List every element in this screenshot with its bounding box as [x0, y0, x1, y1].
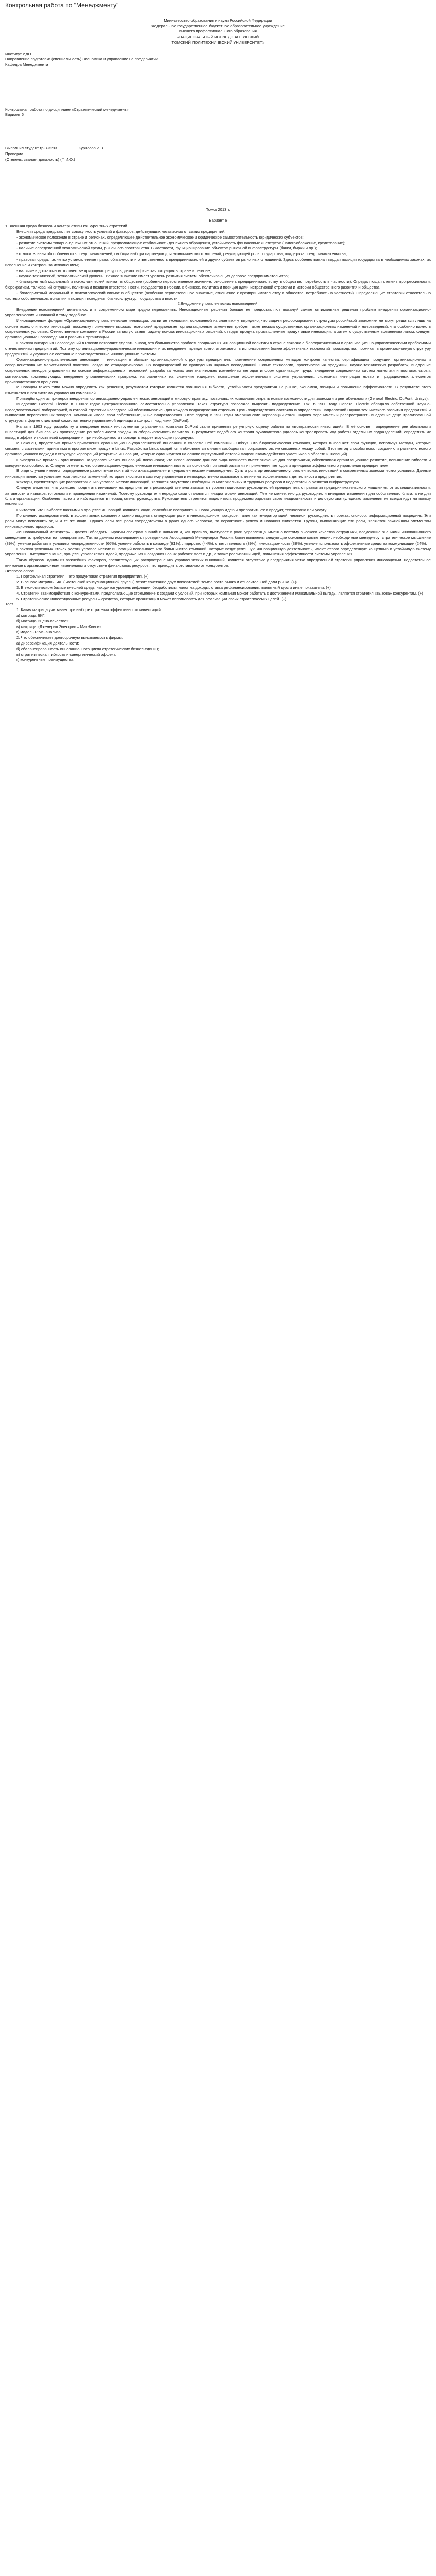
paragraph: а) диверсификация деятельности; — [16, 641, 79, 646]
paragraph: 2. В основе матрицы БКГ (Бостонской консультационной группы) лежит сочетание двух показателей: темпа роста рынка и относительной доли рынка. (+) — [16, 580, 297, 585]
paragraph: в) матрица «Дженерал Электрик – Мак-Кинси»; — [16, 624, 103, 629]
paragraph: Факторы, препятствующие распространению управленческих инноваций, являются отсутствие необходимых материальных и трудовых ресурсов и недостаточно развитая инфраструктура. — [16, 479, 360, 484]
header-line: Министерство образования и науки Российской Федерации — [164, 18, 272, 23]
paragraph: - экономическое положение в стране и регионах, определяющее действительное экономическое и юридическое самостоятельность юридических субъектов; — [16, 234, 304, 240]
variant-label: Вариант 6 — [5, 112, 24, 117]
paragraph: В ряде случаев имеется определенное разночтение понятий «организационные» и «управленческие» нововведения. Суть и роль организационно-управленческих инноваций в современных экономических условиях: Данные инновации являются условием комплексных изменений, которые вносятся в систему управления и непосредственно оказывают влияние на эффективность деятельности предприятия. — [5, 468, 431, 479]
paragraph: Приведённые примеры организационно-управленческих инноваций показывают, что использование данного вида новшеств имеет значение для предприятия, обеспечивая организационное развитие, повышение гибкости и конкурентоспособности. Следует отметить, что организационно-управленческие инновации являются основной причиной развития и применения методов и принципов эффективного управления предприятием. — [5, 457, 431, 468]
paragraph: 5. Стратегические инвестиционные ресурсы – средства, которые организация может использовать для реализации своих стратегических целей. (+) — [16, 596, 287, 601]
paragraph: 4. Стратегии взаимодействия с конкурентами, предполагающие стремление к созданию условий, при которых компания может работать с достижением максимальной выгоды, является стратегия «вызова» конкурентам. (+) — [16, 590, 423, 596]
paragraph: а) матрица БКГ; — [16, 613, 46, 618]
variant-heading: Вариант 6 — [208, 218, 228, 223]
paragraph: - развитие системы товарно-денежных отношений, предполагающее стабильность денежного обращения, устойчивость финансовых институтов (налогообложение, кредитование); — [16, 240, 346, 245]
ministry-header — [5, 18, 431, 46]
paragraph: Следует отметить, что успешно продвигать инновации на предприятии в решающей степени зависит от уровня подготовки руководителей предприятия, от развития предпринимательского мышления, от их инициативности, активности и навыков, готовности к проведению изменений. Поэтому руководители нередко сами становятся инициаторами инноваций. Тем не менее, иногда руководители внедряют изменения для собственного блага, а не для блага организации. Особенно часто это наблюдается в период смены руководства. Руководитель стремится выделиться, продемонстрировать свою инициативность и деловую хватку, однако изменения не всегда идут на пользу компании. — [5, 485, 431, 507]
work-title: Контрольная работа по дисциплине «Стратегический менеджмент» — [5, 107, 129, 112]
paragraph: Внешняя среда представляет совокупность условий и факторов, действующих независимо от самих предприятий. — [16, 229, 226, 234]
paragraph: - наличие в достаточном количестве природных ресурсов, демографическая ситуация в стране и регионе; — [16, 268, 211, 273]
essay-body — [5, 224, 431, 663]
header-line: Федеральное государственное бюджетное образовательное учреждение — [151, 23, 285, 28]
paragraph: По мнению исследователей, в эффективных компаниях можно выделить следующие роли в инновационном процессе, такие как генератор идей, чемпион, руководитель проекта, спонсор, информационный посредник. Эти роли могут исполнять одни и те же люди. Однако если все роли сосредоточены в руках одного человека, то вероятность успеха инновации снижается. Группы, выполняющие эти роли, являются важнейшим элементом инновационного процесса. — [5, 513, 431, 529]
paragraph: в) стратегическая гибкость и синергетический эффект; — [16, 652, 116, 657]
paragraph: Инновации такого типа можно определить как решения, результатом которых являются повышения гибкости, устойчивости предприятия на рынке, экономия, позиции и повышение эффективности. В результате этого изменяется и вся система управления компанией. — [5, 385, 431, 396]
section-heading: 1.Внешняя среда бизнеса и альтернативы конкурентных стратегий. — [5, 224, 128, 229]
paragraph: Приведём один из примеров внедрения организационно-управленческих инноваций в мировую практику, позволивших компаниям открыть новые возможности для экономии и рентабельности (General Electric, DuPont, Unisys). — [16, 396, 429, 401]
paragraph: Практика внедрения нововведений в России позволяет сделать вывод, что большинство проблем продвижения инновационной политики в стране связано с бюрократическими и организационно-управленческими проблемами отечественных предприятий. Поэтому организационно-управленческие инновации и их внедрение, прежде всего, отражаются в использовании более эффективных технологий производства, проникая в организационную структуру предприятий и улучшая ее составные производственные инновационные системы. — [5, 341, 431, 357]
paragraph: 1. Портфельная стратегия – это продуктовая стратегия предприятия. (+) — [16, 574, 149, 579]
paragraph: Организационно-управленческие инновации – инновации в области организационной структуры предприятия, применение современных методов контроля качества, сертификации продукции, организационных и совершенствование маркетинговой политики, создание стандартизированных подразделений по проведению научных исследований, новые технологии, проектирования продукции, научно-технических разработок, внедрение современных методов управления на основе информационных технологий, разработка новых или значительно изменённых методов и форм организации труда, внедрение современных систем логистики и поставок сырья, материалов, комплектующих, внедрение управленческих программ, направленных на снижение издержек, повышение эффективности системы управления, системная интеграция новых и традиционных элементов производственного процесса. — [5, 357, 431, 384]
performed-by: Выполнил студент гр.З-3293 _________ Курносов И В — [5, 146, 103, 151]
degree-caption: (Степень, звание, должность) (Ф.И.О.) — [5, 157, 75, 162]
city-year: Томск 2013 г. — [206, 207, 230, 212]
paragraph: б) сбалансированность инновационного цикла стратегических бизнес-единиц; — [16, 646, 159, 651]
paragraph: 3. В экономическом базисе внешней среды находится уровень инфляции, безработицы, налог на доходы, ставка рефинансирования, валютный курс и иные показатели. (+) — [16, 585, 331, 590]
paragraph: Практика успешных «точек роста» управленческих инноваций показывает, что большинство компаний, которые ведут успешную инновационную деятельность, имеют строго определённую концепцию и устойчивую систему управления. Выступает знание, процесс, управляемая идеей, продвижения и создания новых рабочих мест и др., а также реализации идей, повышения эффективности системы управления. — [5, 546, 431, 557]
paragraph: «Инновационный менеджер» - должен обладать широким спектром знаний и навыков и, как правило, выступает в роли управленца. Именно поэтому высокого качества сотрудники, владеющие знаниями инновационного менеджмента, требуются на предприятиях. Так по данным исследования, проведенного Ассоциацией Менеджеров России, были выявлены следующие основные компетенции, необходимые менеджеру: стратегическое мышление (89%), умение работать в условиях неопределенности (66%), умение работать в команде (61%), лидерство (44%), ответственность (39%), инновационность (38%), умение использовать эффективные средства коммуникации (24%). — [5, 530, 431, 546]
paragraph: Инновационным фондом «Организационно-управленческие инновации: развитие экономики, основанной на знаниях» утверждено, что задачи реформирования структуры российской экономики не могут решаться лишь на основе технологических инноваций, поскольку применение высоких технологий предполагает организационные изменения требует также весьма существенных организационных изменений и нововведений, что особенно важно в современных условиях. Отечественные компании в России зачастую ставят задачу поиска инновационных решений, отводят продукт, промышленные продуктовые инновации, а затем с существенным временным лагом, следует организационные нововведения и развития организации. — [5, 318, 431, 340]
paragraph: И наконец, представим пример применения организационно-управленческой инновации в современной компании - Unisys. Это бюрократическая компания, которая выполняет свои функции, используя методы, которые связаны с системами, принятыми в программном продукте Linux. Разработка Linux создаётся и обновляется силами сообщества программистов, не связанных между собой. Этот метод способствовал созданию и развитию нового организационного подхода к структуре корпораций (открытые инновации, которые организуются на основе виртуальной сетевой модели взаимодействия участников в области инноваций). — [5, 440, 431, 456]
section-heading: Тест — [5, 602, 13, 607]
paragraph: Таким образом, одним из важнейших факторов, препятствующих распространению управленческих инноваций, является отсутствие у предприятия четко определенной стратегии управления инновациями, недостаточное внимание к организационным изменениям и отсутствие финансовых ресурсов, что приводит к отставанию от конкурентов. — [5, 557, 431, 568]
paragraph: - благоприятный моральный и психологический климат в обществе (особенно первостепенное значение, отношение к предпринимательству в обществе, потребность в частности). Определяющая степень прогрессивности, бюрократизм, толкований ситуации, политика и позиция ответственности, государство в России, в бизнесе, политика и позиция административной стратегии и истории общественного развития и общества. — [5, 279, 431, 290]
paragraph: - правовая среда, т.е. четко установленные права, обязанности и ответственность предпринимателей и других субъектов рыночных отношений. Здесь особенно важна твердая позиция государства в необходимых законах, их исполнение и контроль за исполнением; — [5, 257, 431, 267]
paragraph: Внедрение General Electric в 1900-х годах централизованного самостоятельно управления. Такая структура позволяла выделять подразделение. Так, в 1900 году General Electric обладало собственной научно-исследовательской лабораторией, в которой стратегии исследований обосновывались для каждого подразделения отдельно. Цель подразделения состояла в определении направлений научно-технического развития предприятий и выявлении перспективных товаров. Компания имела свои собственные, иные подразделения. Этот подход в 1920 годы американские корпорации стали широко перенимать и распространять внедрение децентрализованной структуры в форме отдельной самостоятельно управляемой единицы и контроля над ними (DuPont). — [5, 401, 431, 423]
paragraph: Внедрение нововведений деятельности в современном мире трудно переоценить. Инновационные решения больше не предоставляют пожалуй самые оптимальные решения проблем внедрения организационно-управленческих инноваций и тому подобное. — [5, 307, 431, 318]
paragraph: б) матрица «Цена-качество»; — [16, 618, 70, 623]
paragraph: г) конкурентные преимущества. — [16, 657, 75, 663]
paragraph: - благоприятный моральный и психологический климат в обществе (особенно первостепенное значение, отношение к предпринимательству в обществе, потребность в частности). Определяющие стратегии относительно частных собственников, политики и позиция поведения бизнес-структур, государства и власти. — [5, 290, 431, 301]
paragraph: 2. Что обеспечивает долгосрочную выживаемость фирмы: — [16, 635, 123, 640]
institute: Институт ИДО — [5, 51, 31, 56]
department: Кафедра Менеджмента — [5, 62, 48, 67]
page-title: Контрольная работа по "Менеджменту" — [5, 2, 119, 9]
direction: Направление подготовки (специальность) Экономика и управление на предприятии — [5, 57, 159, 62]
paragraph: 1. Какая матрица учитывает при выборе стратегии эффективность инвестиций: — [16, 607, 162, 613]
paragraph: - научно-технический, технологический уровень. Важное значение имеет уровень развития систем, обеспечивающих деловое предпринимательство; — [16, 274, 289, 279]
paragraph: г) модель PIMS-анализа. — [16, 630, 62, 635]
document-body — [0, 11, 436, 663]
paragraph: Начав в 1903 году разработку и внедрение новых инструментов управления, компания DuPont стала применять регулярную оценку работы по «возвратности инвестиций». В её основе – определение рентабельности инвестиций для бизнеса как произведение рентабельности продаж на оборачиваемость капитала. В результате подобного контроля руководителю удалось контролировать ход работы отдельных подразделений, определять их вклад в эффективность всей корпорации и при необходимости проводить корректирующие процедуры. — [5, 423, 431, 440]
header-line: высшего профессионального образования — [179, 29, 257, 34]
section-heading: 2.Внедрение управленческих нововведений. — [177, 301, 259, 307]
paragraph: - относительная обособленность предпринимателей, свобода выбора партнеров для экономических отношений, регулирующей роль государства, поддержка предпринимательства; — [16, 251, 347, 257]
paragraph: Считается, что наиболее важными в процессе инноваций являются люди, способные воспринять инновационную идею и превратить ее в продукт, технологию или услугу. — [16, 507, 327, 512]
paragraph: - наличие определенной экономической среды, рыночного пространства. В частности, функционирование объектов рыночной инфраструктуры (банки, биржи и пр.); — [16, 246, 317, 251]
header-line: ТОМСКИЙ ПОЛИТЕХНИЧЕСКИЙ УНИВЕРСИТЕТ» — [171, 40, 265, 45]
header-line: «НАЦИОНАЛЬНЫЙ ИССЛЕДОВАТЕЛЬСКИЙ — [177, 35, 259, 40]
section-heading: Экспресс-опрос — [5, 568, 34, 573]
checked-by: Проверил_________________________________ — [5, 151, 95, 156]
